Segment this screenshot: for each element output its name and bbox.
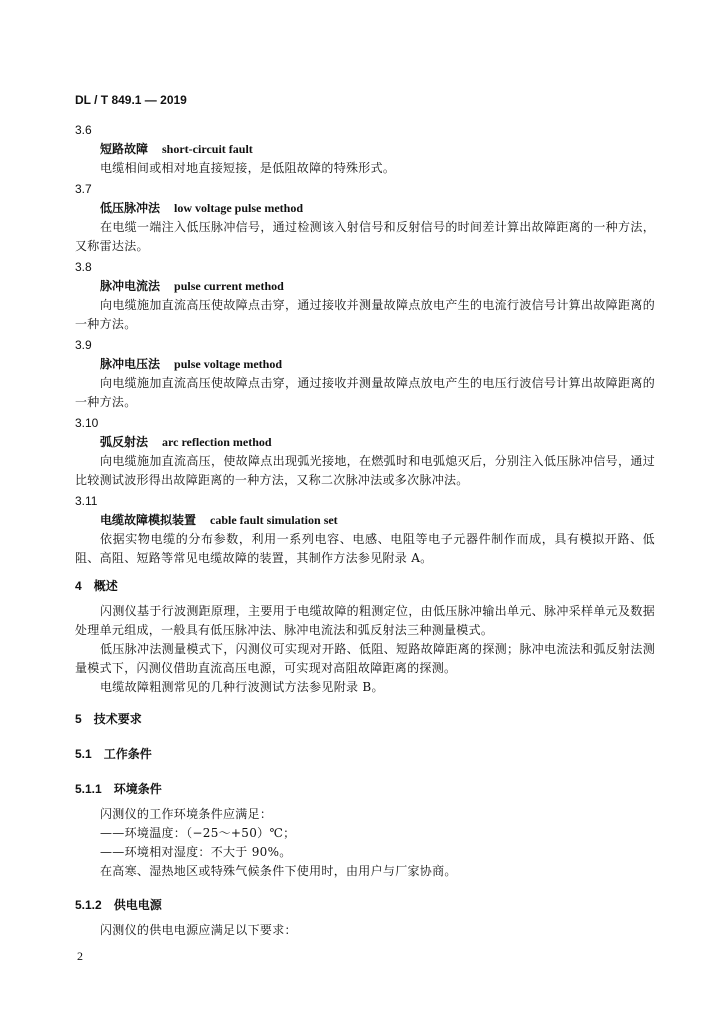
overview-paragraph: 低压脉冲法测量模式下，闪测仪可实现对开路、低阻、短路故障距离的探测；脉冲电流法和弧反射法测量模式下，闪测仪借助直流高压电源，可实现对高阻故障距离的探测。 <box>75 642 655 675</box>
term-number: 3.7 <box>75 182 92 196</box>
term-definition: 向电缆施加直流高压使故障点击穿，通过接收并测量故障点放电产生的电压行波信号计算出故障距离的一种方法。 <box>75 376 655 409</box>
section-title: 技术要求 <box>93 712 142 726</box>
overview-paragraph: 闪测仪基于行波测距原理，主要用于电缆故障的粗测定位，由低压脉冲输出单元、脉冲采样单元及数据处理单元组成，一般具有低压脉冲法、脉冲电流法和弧反射法三种测量模式。 <box>75 604 655 637</box>
document-code-header: DL / T 849.1 — 2019 <box>75 93 187 107</box>
term-en: arc reflection method <box>162 435 272 449</box>
term-en: low voltage pulse method <box>174 201 304 215</box>
page-content <box>75 120 655 940</box>
term-en: pulse voltage method <box>174 357 283 371</box>
section-heading-5 <box>75 709 655 729</box>
section-title: 概述 <box>93 579 118 593</box>
section-heading-5-1-1 <box>75 779 655 799</box>
term-definition: 依据实物电缆的分布参数，利用一系列电容、电感、电阻等电子元器件制作而成，具有模拟开路、低阻、高阻、短路等常见电缆故障的装置，其制作方法参见附录 A。 <box>75 532 655 565</box>
section-heading-4 <box>75 576 655 596</box>
term-title <box>75 198 655 218</box>
environment-item: ——环境相对湿度：不大于 90%。 <box>100 845 292 859</box>
term-definition: 电缆相间或相对地直接短接，是低阻故障的特殊形式。 <box>100 161 396 175</box>
term-zh: 脉冲电压法 <box>100 357 161 371</box>
section-title: 工作条件 <box>103 747 152 761</box>
overview-paragraph: 电缆故障粗测常见的几种行波测试方法参见附录 B。 <box>100 680 384 694</box>
section-title: 环境条件 <box>113 782 162 796</box>
term-number: 3.8 <box>75 260 92 274</box>
term-title <box>75 432 655 452</box>
power-supply-intro: 闪测仪的供电电源应满足以下要求： <box>100 923 297 937</box>
environment-intro: 闪测仪的工作环境条件应满足： <box>100 807 273 821</box>
term-en: pulse current method <box>174 279 284 293</box>
term-definition: 向电缆施加直流高压，使故障点出现弧光接地，在燃弧时和电弧熄灭后，分别注入低压脉冲信号，通过比较测试波形得出故障距离的一种方法，又称二次脉冲法或多次脉冲法。 <box>75 454 655 487</box>
section-heading-5-1-2 <box>75 895 655 915</box>
page-number: 2 <box>77 949 83 963</box>
term-zh: 短路故障 <box>100 142 149 156</box>
term-en: short-circuit fault <box>162 142 253 156</box>
environment-item: ——环境温度：（−25～+50）℃； <box>100 826 296 840</box>
term-title <box>75 354 655 374</box>
section-title: 供电电源 <box>113 898 162 912</box>
term-zh: 脉冲电流法 <box>100 279 161 293</box>
term-definition: 在电缆一端注入低压脉冲信号，通过检测该入射信号和反射信号的时间差计算出故障距离的一种方法，又称雷达法。 <box>75 220 655 253</box>
section-number: 5.1.2 <box>75 898 102 912</box>
term-en: cable fault simulation set <box>210 513 338 527</box>
section-number: 5.1.1 <box>75 782 102 796</box>
section-number: 4 <box>75 579 82 593</box>
section-heading-5-1 <box>75 744 655 764</box>
term-title <box>75 139 655 159</box>
section-number: 5 <box>75 712 82 726</box>
term-zh: 低压脉冲法 <box>100 201 161 215</box>
term-zh: 弧反射法 <box>100 435 149 449</box>
term-number: 3.11 <box>75 494 98 508</box>
term-title <box>75 276 655 296</box>
term-number: 3.9 <box>75 338 92 352</box>
section-number: 5.1 <box>75 747 92 761</box>
term-number: 3.10 <box>75 416 99 430</box>
term-number: 3.6 <box>75 123 92 137</box>
term-title <box>75 510 655 530</box>
environment-note: 在高寒、湿热地区或特殊气候条件下使用时，由用户与厂家协商。 <box>100 864 457 878</box>
term-definition: 向电缆施加直流高压使故障点击穿，通过接收并测量故障点放电产生的电流行波信号计算出故障距离的一种方法。 <box>75 298 655 331</box>
term-zh: 电缆故障模拟装置 <box>100 513 197 527</box>
